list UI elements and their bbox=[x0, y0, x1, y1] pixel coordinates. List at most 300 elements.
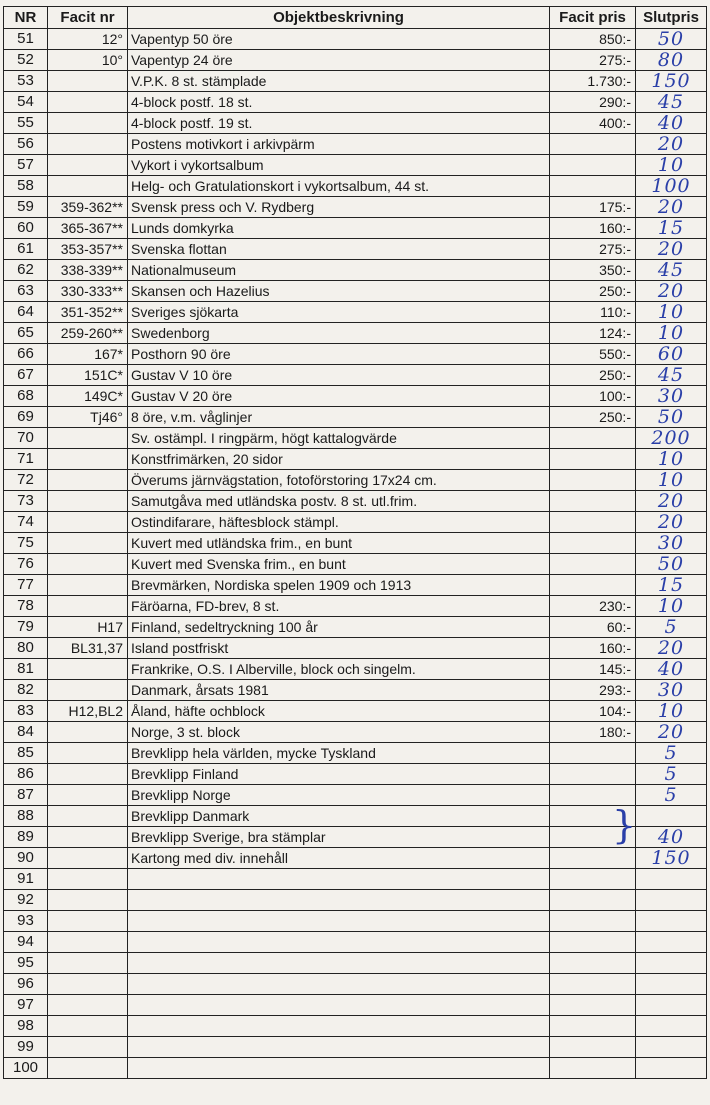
item-description: Brevklipp hela världen, mycke Tyskland bbox=[128, 743, 550, 764]
final-price: 50 bbox=[636, 554, 707, 575]
facit-number bbox=[48, 995, 128, 1016]
table-row bbox=[4, 533, 707, 554]
item-description: Lunds domkyrka bbox=[128, 218, 550, 239]
table-row bbox=[4, 953, 707, 974]
lot-number: 73 bbox=[4, 491, 48, 512]
item-description bbox=[128, 1037, 550, 1058]
final-price: 20 bbox=[636, 197, 707, 218]
facit-number bbox=[48, 491, 128, 512]
facit-price bbox=[550, 155, 636, 176]
facit-price: 180:- bbox=[550, 722, 636, 743]
facit-number bbox=[48, 470, 128, 491]
header-nr: NR bbox=[4, 7, 48, 29]
item-description: Kartong med div. innehåll bbox=[128, 848, 550, 869]
lot-number: 93 bbox=[4, 911, 48, 932]
header-row bbox=[4, 7, 707, 29]
item-description: Gustav V 10 öre bbox=[128, 365, 550, 386]
item-description: Kuvert med Svenska frim., en bunt bbox=[128, 554, 550, 575]
lot-number: 76 bbox=[4, 554, 48, 575]
final-price: 20 bbox=[636, 134, 707, 155]
facit-price bbox=[550, 575, 636, 596]
table-row bbox=[4, 407, 707, 428]
facit-number bbox=[48, 848, 128, 869]
item-description: Norge, 3 st. block bbox=[128, 722, 550, 743]
facit-price: 175:- bbox=[550, 197, 636, 218]
final-price bbox=[636, 1058, 707, 1079]
final-price: 5 bbox=[636, 764, 707, 785]
facit-price: 230:- bbox=[550, 596, 636, 617]
final-price: 40 bbox=[636, 659, 707, 680]
table-row bbox=[4, 1037, 707, 1058]
facit-number bbox=[48, 869, 128, 890]
item-description: Brevklipp Finland bbox=[128, 764, 550, 785]
lot-number: 100 bbox=[4, 1058, 48, 1079]
facit-number bbox=[48, 512, 128, 533]
facit-number bbox=[48, 134, 128, 155]
table-row bbox=[4, 575, 707, 596]
final-price: 15 bbox=[636, 575, 707, 596]
table-row bbox=[4, 176, 707, 197]
item-description: Sv. ostämpl. I ringpärm, högt kattalogvärde bbox=[128, 428, 550, 449]
facit-number bbox=[48, 680, 128, 701]
final-price bbox=[636, 1016, 707, 1037]
table-row bbox=[4, 155, 707, 176]
table-row bbox=[4, 344, 707, 365]
item-description: Frankrike, O.S. I Alberville, block och singelm. bbox=[128, 659, 550, 680]
facit-number bbox=[48, 890, 128, 911]
item-description: Helg- och Gratulationskort i vykortsalbum, 44 st. bbox=[128, 176, 550, 197]
facit-price bbox=[550, 512, 636, 533]
auction-results-sheet bbox=[3, 6, 706, 1079]
table-row bbox=[4, 890, 707, 911]
facit-number bbox=[48, 155, 128, 176]
item-description: Skansen och Hazelius bbox=[128, 281, 550, 302]
table-row bbox=[4, 995, 707, 1016]
facit-number bbox=[48, 596, 128, 617]
table-row bbox=[4, 659, 707, 680]
lot-number: 55 bbox=[4, 113, 48, 134]
item-description bbox=[128, 974, 550, 995]
facit-number bbox=[48, 785, 128, 806]
facit-price bbox=[550, 176, 636, 197]
table-row bbox=[4, 134, 707, 155]
facit-price bbox=[550, 134, 636, 155]
lot-number: 83 bbox=[4, 701, 48, 722]
table-row bbox=[4, 50, 707, 71]
lot-number: 79 bbox=[4, 617, 48, 638]
final-price bbox=[636, 806, 707, 827]
item-description: 8 öre, v.m. våglinjer bbox=[128, 407, 550, 428]
facit-price bbox=[550, 491, 636, 512]
final-price: 45 bbox=[636, 365, 707, 386]
handwritten-brace: } bbox=[612, 803, 637, 847]
final-price: 5 bbox=[636, 743, 707, 764]
table-row bbox=[4, 911, 707, 932]
facit-number: 259-260** bbox=[48, 323, 128, 344]
table-row bbox=[4, 449, 707, 470]
facit-number bbox=[48, 176, 128, 197]
facit-number bbox=[48, 92, 128, 113]
facit-number: H12,BL2 bbox=[48, 701, 128, 722]
facit-price bbox=[550, 932, 636, 953]
facit-number: 167* bbox=[48, 344, 128, 365]
lot-number: 91 bbox=[4, 869, 48, 890]
item-description: Överums järnvägstation, fotoförstoring 17x24 cm. bbox=[128, 470, 550, 491]
lot-number: 81 bbox=[4, 659, 48, 680]
facit-number bbox=[48, 71, 128, 92]
facit-price: 160:- bbox=[550, 218, 636, 239]
facit-number: 351-352** bbox=[48, 302, 128, 323]
lot-number: 56 bbox=[4, 134, 48, 155]
final-price: 20 bbox=[636, 638, 707, 659]
item-description bbox=[128, 1016, 550, 1037]
header-description: Objektbeskrivning bbox=[128, 7, 550, 29]
facit-number: H17 bbox=[48, 617, 128, 638]
item-description bbox=[128, 995, 550, 1016]
facit-price bbox=[550, 764, 636, 785]
lot-number: 75 bbox=[4, 533, 48, 554]
table-row bbox=[4, 428, 707, 449]
item-description: Konstfrimärken, 20 sidor bbox=[128, 449, 550, 470]
facit-number bbox=[48, 743, 128, 764]
lot-number: 77 bbox=[4, 575, 48, 596]
table-row bbox=[4, 701, 707, 722]
facit-price bbox=[550, 1037, 636, 1058]
table-row bbox=[4, 113, 707, 134]
table-row bbox=[4, 680, 707, 701]
item-description: Åland, häfte ochblock bbox=[128, 701, 550, 722]
final-price: 20 bbox=[636, 281, 707, 302]
item-description: Gustav V 20 öre bbox=[128, 386, 550, 407]
item-description: Samutgåva med utländska postv. 8 st. utl.frim. bbox=[128, 491, 550, 512]
facit-price bbox=[550, 869, 636, 890]
lot-number: 92 bbox=[4, 890, 48, 911]
final-price: 45 bbox=[636, 260, 707, 281]
lot-number: 57 bbox=[4, 155, 48, 176]
lot-number: 95 bbox=[4, 953, 48, 974]
lot-number: 88 bbox=[4, 806, 48, 827]
final-price: 5 bbox=[636, 617, 707, 638]
lot-number: 74 bbox=[4, 512, 48, 533]
table-row bbox=[4, 302, 707, 323]
item-description bbox=[128, 932, 550, 953]
final-price: 10 bbox=[636, 449, 707, 470]
facit-price: 290:- bbox=[550, 92, 636, 113]
final-price: 20 bbox=[636, 722, 707, 743]
lot-number: 97 bbox=[4, 995, 48, 1016]
facit-number: 12° bbox=[48, 29, 128, 50]
final-price: 150 bbox=[636, 71, 707, 92]
final-price: 30 bbox=[636, 680, 707, 701]
item-description: Färöarna, FD-brev, 8 st. bbox=[128, 596, 550, 617]
facit-price: 350:- bbox=[550, 260, 636, 281]
final-price bbox=[636, 974, 707, 995]
facit-number: 338-339** bbox=[48, 260, 128, 281]
facit-price: 124:- bbox=[550, 323, 636, 344]
final-price: 40 bbox=[636, 113, 707, 134]
final-price: 10 bbox=[636, 323, 707, 344]
lot-number: 52 bbox=[4, 50, 48, 71]
table-row bbox=[4, 470, 707, 491]
final-price bbox=[636, 911, 707, 932]
lot-number: 99 bbox=[4, 1037, 48, 1058]
facit-number bbox=[48, 722, 128, 743]
item-description: Danmark, årsats 1981 bbox=[128, 680, 550, 701]
final-price: 20 bbox=[636, 512, 707, 533]
facit-number bbox=[48, 659, 128, 680]
table-row bbox=[4, 785, 707, 806]
final-price: 200 bbox=[636, 428, 707, 449]
facit-price bbox=[550, 890, 636, 911]
header-slutpris: Slutpris bbox=[636, 7, 707, 29]
facit-number bbox=[48, 1016, 128, 1037]
facit-price: 293:- bbox=[550, 680, 636, 701]
facit-number bbox=[48, 113, 128, 134]
item-description: Vykort i vykortsalbum bbox=[128, 155, 550, 176]
facit-price: 1.730:- bbox=[550, 71, 636, 92]
final-price: 50 bbox=[636, 29, 707, 50]
facit-number bbox=[48, 911, 128, 932]
facit-number: 151C* bbox=[48, 365, 128, 386]
final-price: 50 bbox=[636, 407, 707, 428]
lot-number: 70 bbox=[4, 428, 48, 449]
lot-number: 96 bbox=[4, 974, 48, 995]
final-price bbox=[636, 953, 707, 974]
lot-number: 80 bbox=[4, 638, 48, 659]
facit-price: 104:- bbox=[550, 701, 636, 722]
final-price: 60 bbox=[636, 344, 707, 365]
final-price: 15 bbox=[636, 218, 707, 239]
final-price: 150 bbox=[636, 848, 707, 869]
facit-price: 275:- bbox=[550, 50, 636, 71]
final-price: 80 bbox=[636, 50, 707, 71]
lot-number: 82 bbox=[4, 680, 48, 701]
final-price: 30 bbox=[636, 533, 707, 554]
facit-number bbox=[48, 953, 128, 974]
item-description: Postens motivkort i arkivpärm bbox=[128, 134, 550, 155]
final-price: 10 bbox=[636, 302, 707, 323]
facit-price: 275:- bbox=[550, 239, 636, 260]
lot-number: 59 bbox=[4, 197, 48, 218]
item-description: Swedenborg bbox=[128, 323, 550, 344]
facit-price bbox=[550, 428, 636, 449]
facit-number: 365-367** bbox=[48, 218, 128, 239]
table-row bbox=[4, 281, 707, 302]
item-description: Svensk press och V. Rydberg bbox=[128, 197, 550, 218]
table-row bbox=[4, 386, 707, 407]
facit-price bbox=[550, 995, 636, 1016]
facit-price: 850:- bbox=[550, 29, 636, 50]
lot-number: 71 bbox=[4, 449, 48, 470]
facit-number: 10° bbox=[48, 50, 128, 71]
facit-price bbox=[550, 974, 636, 995]
final-price: 20 bbox=[636, 239, 707, 260]
table-row bbox=[4, 638, 707, 659]
facit-number: Tj46° bbox=[48, 407, 128, 428]
item-description: V.P.K. 8 st. stämplade bbox=[128, 71, 550, 92]
facit-price: 250:- bbox=[550, 281, 636, 302]
final-price bbox=[636, 995, 707, 1016]
facit-price bbox=[550, 533, 636, 554]
facit-number bbox=[48, 428, 128, 449]
lot-number: 67 bbox=[4, 365, 48, 386]
header-facit-pris: Facit pris bbox=[550, 7, 636, 29]
lot-number: 60 bbox=[4, 218, 48, 239]
table-row bbox=[4, 722, 707, 743]
table-row bbox=[4, 869, 707, 890]
facit-number bbox=[48, 1058, 128, 1079]
facit-number bbox=[48, 806, 128, 827]
item-description: Vapentyp 50 öre bbox=[128, 29, 550, 50]
item-description: Nationalmuseum bbox=[128, 260, 550, 281]
facit-price bbox=[550, 1058, 636, 1079]
lot-number: 94 bbox=[4, 932, 48, 953]
facit-price: 400:- bbox=[550, 113, 636, 134]
table-row bbox=[4, 1016, 707, 1037]
facit-number bbox=[48, 827, 128, 848]
item-description: Ostindifarare, häftesblock stämpl. bbox=[128, 512, 550, 533]
lot-number: 69 bbox=[4, 407, 48, 428]
lot-number: 53 bbox=[4, 71, 48, 92]
facit-price bbox=[550, 554, 636, 575]
facit-number: 149C* bbox=[48, 386, 128, 407]
table-body bbox=[4, 29, 707, 1079]
facit-price: 100:- bbox=[550, 386, 636, 407]
table-row bbox=[4, 974, 707, 995]
facit-number bbox=[48, 1037, 128, 1058]
facit-price: 60:- bbox=[550, 617, 636, 638]
facit-price bbox=[550, 449, 636, 470]
item-description: Sveriges sjökarta bbox=[128, 302, 550, 323]
table-row bbox=[4, 827, 707, 848]
table-row bbox=[4, 617, 707, 638]
item-description bbox=[128, 953, 550, 974]
item-description: Brevklipp Norge bbox=[128, 785, 550, 806]
facit-price bbox=[550, 911, 636, 932]
lot-number: 66 bbox=[4, 344, 48, 365]
lot-number: 63 bbox=[4, 281, 48, 302]
lot-number: 86 bbox=[4, 764, 48, 785]
facit-number bbox=[48, 974, 128, 995]
facit-number bbox=[48, 533, 128, 554]
table-row bbox=[4, 1058, 707, 1079]
lot-number: 58 bbox=[4, 176, 48, 197]
table-row bbox=[4, 764, 707, 785]
table-row bbox=[4, 260, 707, 281]
table-row bbox=[4, 512, 707, 533]
item-description: Kuvert med utländska frim., en bunt bbox=[128, 533, 550, 554]
facit-number bbox=[48, 575, 128, 596]
lot-number: 84 bbox=[4, 722, 48, 743]
item-description: Brevklipp Danmark bbox=[128, 806, 550, 827]
facit-price: 145:- bbox=[550, 659, 636, 680]
facit-number: BL31,37 bbox=[48, 638, 128, 659]
facit-price bbox=[550, 470, 636, 491]
facit-number bbox=[48, 554, 128, 575]
final-price: 100 bbox=[636, 176, 707, 197]
auction-table bbox=[3, 6, 707, 1079]
facit-price bbox=[550, 743, 636, 764]
facit-number bbox=[48, 764, 128, 785]
table-row bbox=[4, 218, 707, 239]
header-facit-nr: Facit nr bbox=[48, 7, 128, 29]
table-row bbox=[4, 806, 707, 827]
final-price: 20 bbox=[636, 491, 707, 512]
facit-price bbox=[550, 848, 636, 869]
table-row bbox=[4, 239, 707, 260]
item-description bbox=[128, 911, 550, 932]
item-description bbox=[128, 890, 550, 911]
table-row bbox=[4, 323, 707, 344]
table-row bbox=[4, 932, 707, 953]
lot-number: 98 bbox=[4, 1016, 48, 1037]
final-price: 10 bbox=[636, 470, 707, 491]
final-price bbox=[636, 932, 707, 953]
table-row bbox=[4, 554, 707, 575]
final-price: 10 bbox=[636, 155, 707, 176]
final-price bbox=[636, 869, 707, 890]
item-description bbox=[128, 1058, 550, 1079]
item-description: Finland, sedeltryckning 100 år bbox=[128, 617, 550, 638]
item-description: Vapentyp 24 öre bbox=[128, 50, 550, 71]
table-row bbox=[4, 743, 707, 764]
facit-number: 330-333** bbox=[48, 281, 128, 302]
lot-number: 89 bbox=[4, 827, 48, 848]
table-row bbox=[4, 92, 707, 113]
table-row bbox=[4, 365, 707, 386]
final-price: 30 bbox=[636, 386, 707, 407]
item-description bbox=[128, 869, 550, 890]
item-description: 4-block postf. 18 st. bbox=[128, 92, 550, 113]
facit-price: 250:- bbox=[550, 407, 636, 428]
lot-number: 62 bbox=[4, 260, 48, 281]
lot-number: 68 bbox=[4, 386, 48, 407]
facit-price: 110:- bbox=[550, 302, 636, 323]
facit-price bbox=[550, 953, 636, 974]
facit-price bbox=[550, 1016, 636, 1037]
lot-number: 54 bbox=[4, 92, 48, 113]
facit-number bbox=[48, 449, 128, 470]
table-row bbox=[4, 848, 707, 869]
item-description: Island postfriskt bbox=[128, 638, 550, 659]
final-price: 45 bbox=[636, 92, 707, 113]
facit-number bbox=[48, 932, 128, 953]
item-description: Brevmärken, Nordiska spelen 1909 och 1913 bbox=[128, 575, 550, 596]
final-price: 10 bbox=[636, 596, 707, 617]
final-price bbox=[636, 890, 707, 911]
facit-price: 250:- bbox=[550, 365, 636, 386]
item-description: Brevklipp Sverige, bra stämplar bbox=[128, 827, 550, 848]
item-description: Posthorn 90 öre bbox=[128, 344, 550, 365]
lot-number: 85 bbox=[4, 743, 48, 764]
lot-number: 72 bbox=[4, 470, 48, 491]
lot-number: 65 bbox=[4, 323, 48, 344]
final-price: 5 bbox=[636, 785, 707, 806]
facit-price: 160:- bbox=[550, 638, 636, 659]
item-description: Svenska flottan bbox=[128, 239, 550, 260]
table-row bbox=[4, 491, 707, 512]
final-price: 10 bbox=[636, 701, 707, 722]
table-row bbox=[4, 197, 707, 218]
table-row bbox=[4, 29, 707, 50]
lot-number: 51 bbox=[4, 29, 48, 50]
facit-number: 359-362** bbox=[48, 197, 128, 218]
table-row bbox=[4, 596, 707, 617]
final-price: 40 bbox=[636, 827, 707, 848]
lot-number: 61 bbox=[4, 239, 48, 260]
item-description: 4-block postf. 19 st. bbox=[128, 113, 550, 134]
lot-number: 78 bbox=[4, 596, 48, 617]
